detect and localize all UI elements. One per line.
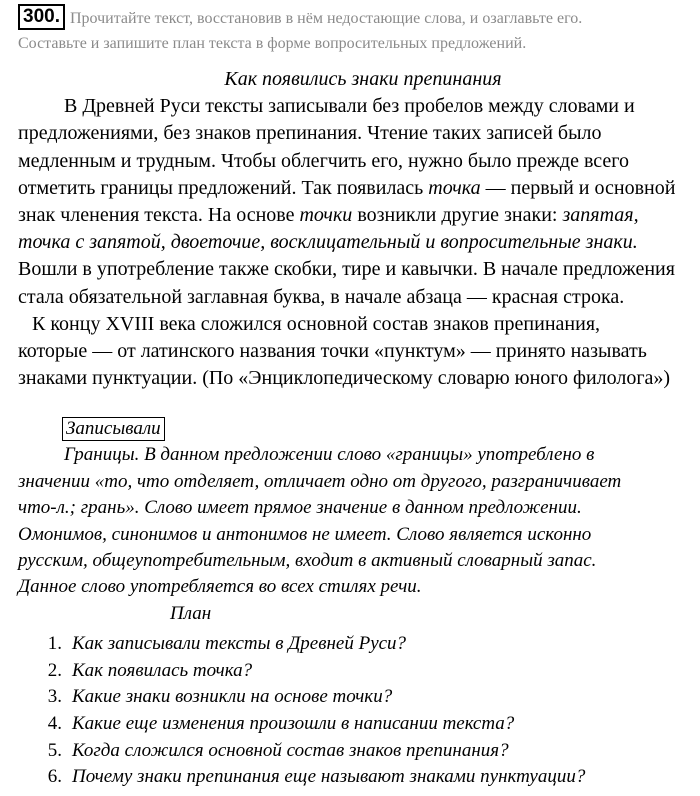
plan-item-number: 1. bbox=[47, 633, 62, 655]
task-line-1 bbox=[18, 5, 698, 31]
text-title: Как появились знаки препинания bbox=[224, 68, 502, 90]
paragraph-line: медленным и трудным. Чтобы облегчить его, нужно было прежде всего bbox=[18, 149, 630, 172]
plan-item bbox=[18, 658, 690, 685]
plan-list bbox=[18, 631, 690, 791]
text-span: возникли другие знаки: bbox=[352, 204, 563, 227]
plan-title: План bbox=[170, 602, 212, 624]
plan-item bbox=[18, 738, 690, 765]
plan-item bbox=[18, 684, 690, 711]
plan-item bbox=[18, 764, 690, 791]
main-text bbox=[18, 66, 690, 392]
notes-line: значении «то, что отделяет, отличает одно от другого, разграничивает bbox=[18, 470, 622, 492]
italic-word: точки bbox=[299, 204, 353, 227]
plan-item-text: Когда сложился основной состав знаков препинания? bbox=[72, 739, 509, 761]
paragraph-line bbox=[18, 202, 690, 229]
plan-item-number: 4. bbox=[47, 713, 62, 735]
plan-item bbox=[18, 711, 690, 738]
notebook-section bbox=[18, 416, 690, 791]
italic-word: точка bbox=[428, 176, 481, 199]
paragraph-line: стала обязательной заглавная буква, в начале абзаца — красная строка. bbox=[18, 285, 625, 308]
paragraph-line: знаками пунктуации. (По «Энциклопедическому словарю юного филолога») bbox=[18, 367, 671, 390]
italic-word: запятая, bbox=[562, 204, 639, 227]
notes-line: Омонимов, синонимов и антонимов не имеет. Слово является исконно bbox=[18, 523, 592, 545]
notes-line: что-л.; грань». Слово имеет прямое значение в данном предложении. bbox=[18, 497, 582, 519]
plan-item-text: Какие знаки возникли на основе точки? bbox=[72, 686, 393, 708]
written-label-row bbox=[18, 416, 690, 442]
task-instructions bbox=[18, 5, 698, 56]
paragraph-line: предложениями, без знаков препинания. Чтение таких записей было bbox=[18, 122, 602, 145]
paragraph-line: точка с запятой, двоеточие, восклицательный и вопросительные знаки. bbox=[18, 231, 638, 254]
plan-item bbox=[18, 631, 690, 658]
paragraph-line: которые — от латинского названия точки «пунктум» — принято называть bbox=[18, 340, 647, 363]
exercise-number: 300. bbox=[18, 4, 65, 30]
plan-item-number: 2. bbox=[47, 659, 62, 681]
paragraph-line: К концу XVIII века сложился основной состав знаков препинания, bbox=[32, 312, 601, 335]
plan-item-text: Какие еще изменения произошли в написании текста? bbox=[72, 713, 515, 735]
task-text-1: Прочитайте текст, восстановив в нём недостающие слова, и озаглавьте его. bbox=[69, 10, 583, 27]
paragraph-line: В Древней Руси тексты записывали без пробелов между словами и bbox=[64, 95, 635, 118]
notes-line: Данное слово употребляется во всех стилях речи. bbox=[18, 576, 422, 598]
text-span: — первый и основной bbox=[480, 176, 676, 199]
plan-item-text: Как записывали тексты в Древней Руси? bbox=[72, 633, 407, 655]
task-line-2: Составьте и запишите план текста в форме вопросительных предложений. bbox=[18, 35, 527, 52]
paragraph-line: Вошли в употребление также скобки, тире и кавычки. В начале предложения bbox=[18, 258, 675, 281]
text-span: знак членения текста. На основе bbox=[18, 204, 300, 227]
plan-item-number: 3. bbox=[47, 686, 62, 708]
written-words-label: Записывали bbox=[62, 417, 165, 441]
paragraph-line bbox=[18, 175, 690, 202]
plan-item-text: Почему знаки препинания еще называют знаками пунктуации? bbox=[72, 766, 586, 788]
text-span: отметить границы предложений. Так появилась bbox=[18, 176, 429, 199]
notes-line: русским, общеупотребительным, входит в активный словарный запас. bbox=[18, 550, 597, 572]
plan-item-number: 5. bbox=[47, 739, 62, 761]
plan-item-number: 6. bbox=[47, 766, 62, 788]
notes-line: Границы. В данном предложении слово «границы» употреблено в bbox=[64, 444, 595, 466]
plan-item-text: Как появилась точка? bbox=[72, 659, 253, 681]
